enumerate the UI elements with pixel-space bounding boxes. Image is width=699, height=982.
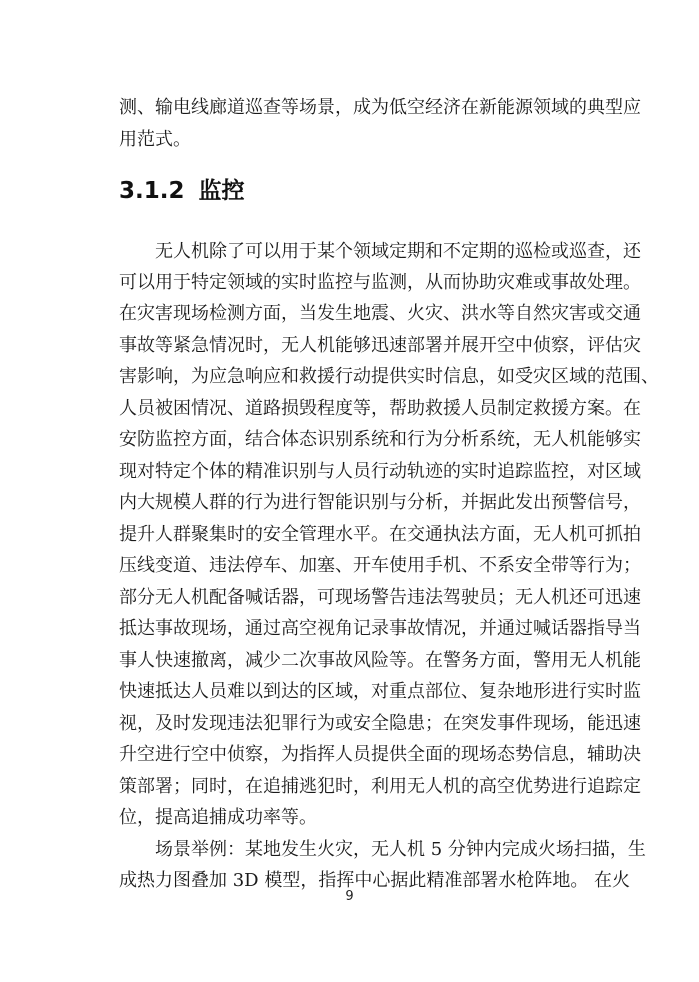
paragraph-line: 内大规模人群的行为进行智能识别与分析，并据此发出预警信号， bbox=[119, 492, 641, 513]
paragraph-line: 现对特定个体的精准识别与人员行动轨迹的实时追踪监控，对区域 bbox=[119, 461, 641, 482]
paragraph-line: 视，及时发现违法犯罪行为或安全隐患；在突发事件现场，能迅速 bbox=[119, 713, 641, 734]
paragraph-line: 部分无人机配备喊话器，可现场警告违法驾驶员；无人机还可迅速 bbox=[119, 587, 641, 608]
paragraph-line: 策部署；同时，在追捕逃犯时，利用无人机的高空优势进行追踪定 bbox=[119, 776, 641, 797]
paragraph-line: 事故等紧急情况时，无人机能够迅速部署并展开空中侦察，评估灾 bbox=[119, 335, 641, 356]
paragraph-line: 无人机除了可以用于某个领域定期和不定期的巡检或巡查，还 bbox=[155, 241, 641, 262]
paragraph-line: 事人快速撤离，减少二次事故风险等。在警务方面，警用无人机能 bbox=[119, 650, 641, 671]
intro-line: 测、输电线廊道巡查等场景，成为低空经济在新能源领域的典型应 bbox=[119, 97, 641, 118]
section-title: 监控 bbox=[198, 178, 245, 204]
paragraph-line: 可以用于特定领域的实时监控与监测，从而协助灾难或事故处理。 bbox=[119, 272, 641, 293]
paragraph-line: 人员被困情况、道路损毁程度等，帮助救援人员制定救援方案。在 bbox=[119, 398, 641, 419]
intro-line: 用范式。 bbox=[119, 129, 191, 150]
paragraph-line: 位，提高追捕成功率等。 bbox=[119, 807, 317, 828]
paragraph-line: 压线变道、违法停车、加塞、开车使用手机、不系安全带等行为； bbox=[119, 555, 641, 576]
section-heading bbox=[119, 174, 245, 208]
paragraph-line: 抵达事故现场，通过高空视角记录事故情况，并通过喊话器指导当 bbox=[119, 618, 641, 639]
paragraph-line: 快速抵达人员难以到达的区域，对重点部位、复杂地形进行实时监 bbox=[119, 681, 641, 702]
paragraph-line: 害影响，为应急响应和救援行动提供实时信息，如受灾区域的范围、 bbox=[119, 366, 659, 387]
paragraph-line: 提升人群聚集时的安全管理水平。在交通执法方面，无人机可抓拍 bbox=[119, 524, 641, 545]
paragraph-line: 安防监控方面，结合体态识别系统和行为分析系统，无人机能够实 bbox=[119, 429, 641, 450]
paragraph-line: 升空进行空中侦察，为指挥人员提供全面的现场态势信息，辅助决 bbox=[119, 744, 641, 765]
paragraph-line: 成热力图叠加 3D 模型，指挥中心据此精准部署水枪阵地。 在火 bbox=[119, 870, 631, 891]
section-number: 3.1.2 bbox=[119, 178, 185, 204]
paragraph-line: 在灾害现场检测方面，当发生地震、火灾、洪水等自然灾害或交通 bbox=[119, 303, 641, 324]
page-number: 9 bbox=[345, 889, 354, 904]
paragraph-line: 场景举例：某地发生火灾，无人机 5 分钟内完成火场扫描，生 bbox=[155, 839, 646, 860]
